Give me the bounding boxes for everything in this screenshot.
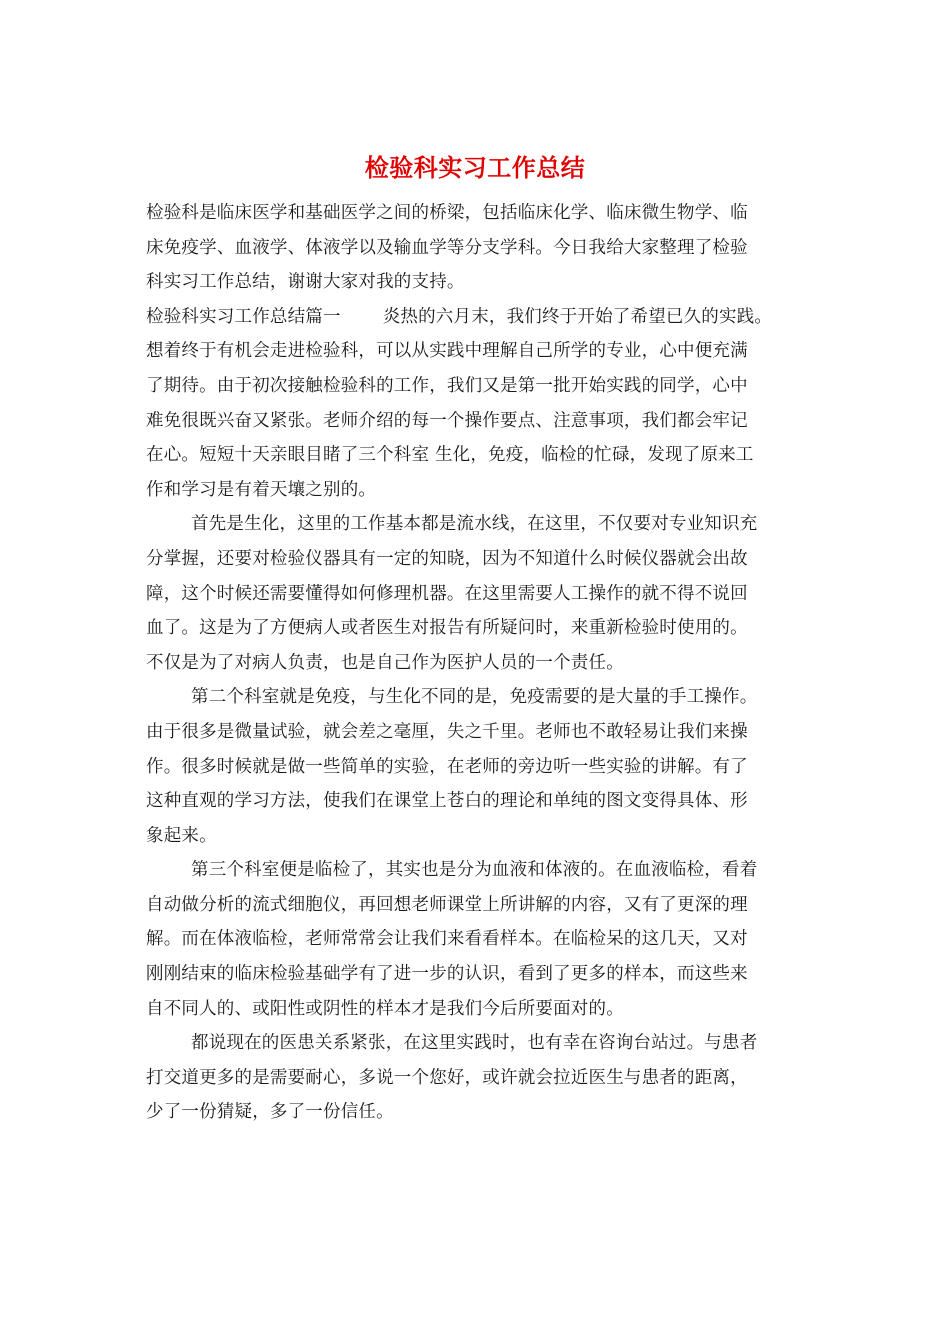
document-body	[146, 196, 836, 1130]
paragraph-line: 第三个科室便是临检了，其实也是分为血液和体液的。在血液临检，看着	[191, 860, 758, 881]
paragraph-line: 首先是生化，这里的工作基本都是流水线，在这里，不仅要对专业知识充	[191, 514, 758, 535]
paragraph-line: 刚刚结束的临床检验基础学有了进一步的认识，看到了更多的样本，而这些来	[146, 964, 748, 985]
paragraph-line: 打交道更多的是需要耐心，多说一个您好，或许就会拉近医生与患者的距离，	[146, 1067, 748, 1088]
paragraph-line: 这种直观的学习方法，使我们在课堂上苍白的理论和单纯的图文变得具体、形	[146, 791, 748, 812]
document-title: 检验科实习工作总结	[364, 154, 586, 182]
paragraph-line: 由于很多是微量试验，就会差之毫厘，失之千里。老师也不敢轻易让我们来操	[146, 721, 748, 742]
intro-line: 床免疫学、血液学、体液学以及输血学等分支学科。今日我给大家整理了检验	[146, 237, 748, 258]
paragraph-line: 想着终于有机会走进检验科，可以从实践中理解自己所学的专业，心中便充满	[146, 341, 748, 362]
paragraph-line: 难免很既兴奋又紧张。老师介绍的每一个操作要点、注意事项，我们都会牢记	[146, 410, 748, 431]
paragraph-line: 自动做分析的流式细胞仪，再回想老师课堂上所讲解的内容，又有了更深的理	[146, 894, 748, 915]
paragraph-line: 第二个科室就是免疫，与生化不同的是，免疫需要的是大量的手工操作。	[191, 687, 758, 708]
paragraph-line: 不仅是为了对病人负责，也是自己作为医护人员的一个责任。	[146, 652, 624, 673]
paragraph-line: 都说现在的医患关系紧张，在这里实践时，也有幸在咨询台站过。与患者	[191, 1033, 758, 1054]
paragraph-line: 象起来。	[146, 825, 217, 846]
paragraph-line: 作和学习是有着天壤之别的。	[146, 479, 377, 500]
paragraph-line: 血了。这是为了方便病人或者医生对报告有所疑问时，来重新检验时使用的。	[146, 618, 748, 639]
paragraph-line: 分掌握，还要对检验仪器具有一定的知晓，因为不知道什么时候仪器就会出故	[146, 548, 748, 569]
paragraph-line: 作。很多时候就是做一些简单的实验，在老师的旁边听一些实验的讲解。有了	[146, 756, 748, 777]
paragraph-line: 自不同人的、或阳性或阴性的样本才是我们今后所要面对的。	[146, 998, 624, 1019]
section-first-sentence: 炎热的六月末，我们终于开始了希望已久的实践。	[382, 306, 773, 327]
paragraph-line: 在心。短短十天亲眼目睹了三个科室 生化，免疫，临检的忙碌，发现了原来工	[146, 445, 754, 466]
paragraph-line: 少了一份猜疑，多了一份信任。	[146, 1102, 394, 1123]
paragraph-line: 解。而在体液临检，老师常常会让我们来看看样本。在临检呆的这几天，又对	[146, 929, 748, 950]
intro-line: 科实习工作总结，谢谢大家对我的支持。	[146, 272, 465, 293]
paragraph-line: 了期待。由于初次接触检验科的工作，我们又是第一批开始实践的同学，心中	[146, 375, 748, 396]
intro-line: 检验科是临床医学和基础医学之间的桥梁，包括临床化学、临床微生物学、临	[146, 203, 748, 223]
section-heading: 检验科实习工作总结篇一	[146, 306, 341, 327]
section-heading-line	[146, 300, 836, 335]
paragraph-line: 障，这个时候还需要懂得如何修理机器。在这里需要人工操作的就不得不说回	[146, 583, 748, 604]
